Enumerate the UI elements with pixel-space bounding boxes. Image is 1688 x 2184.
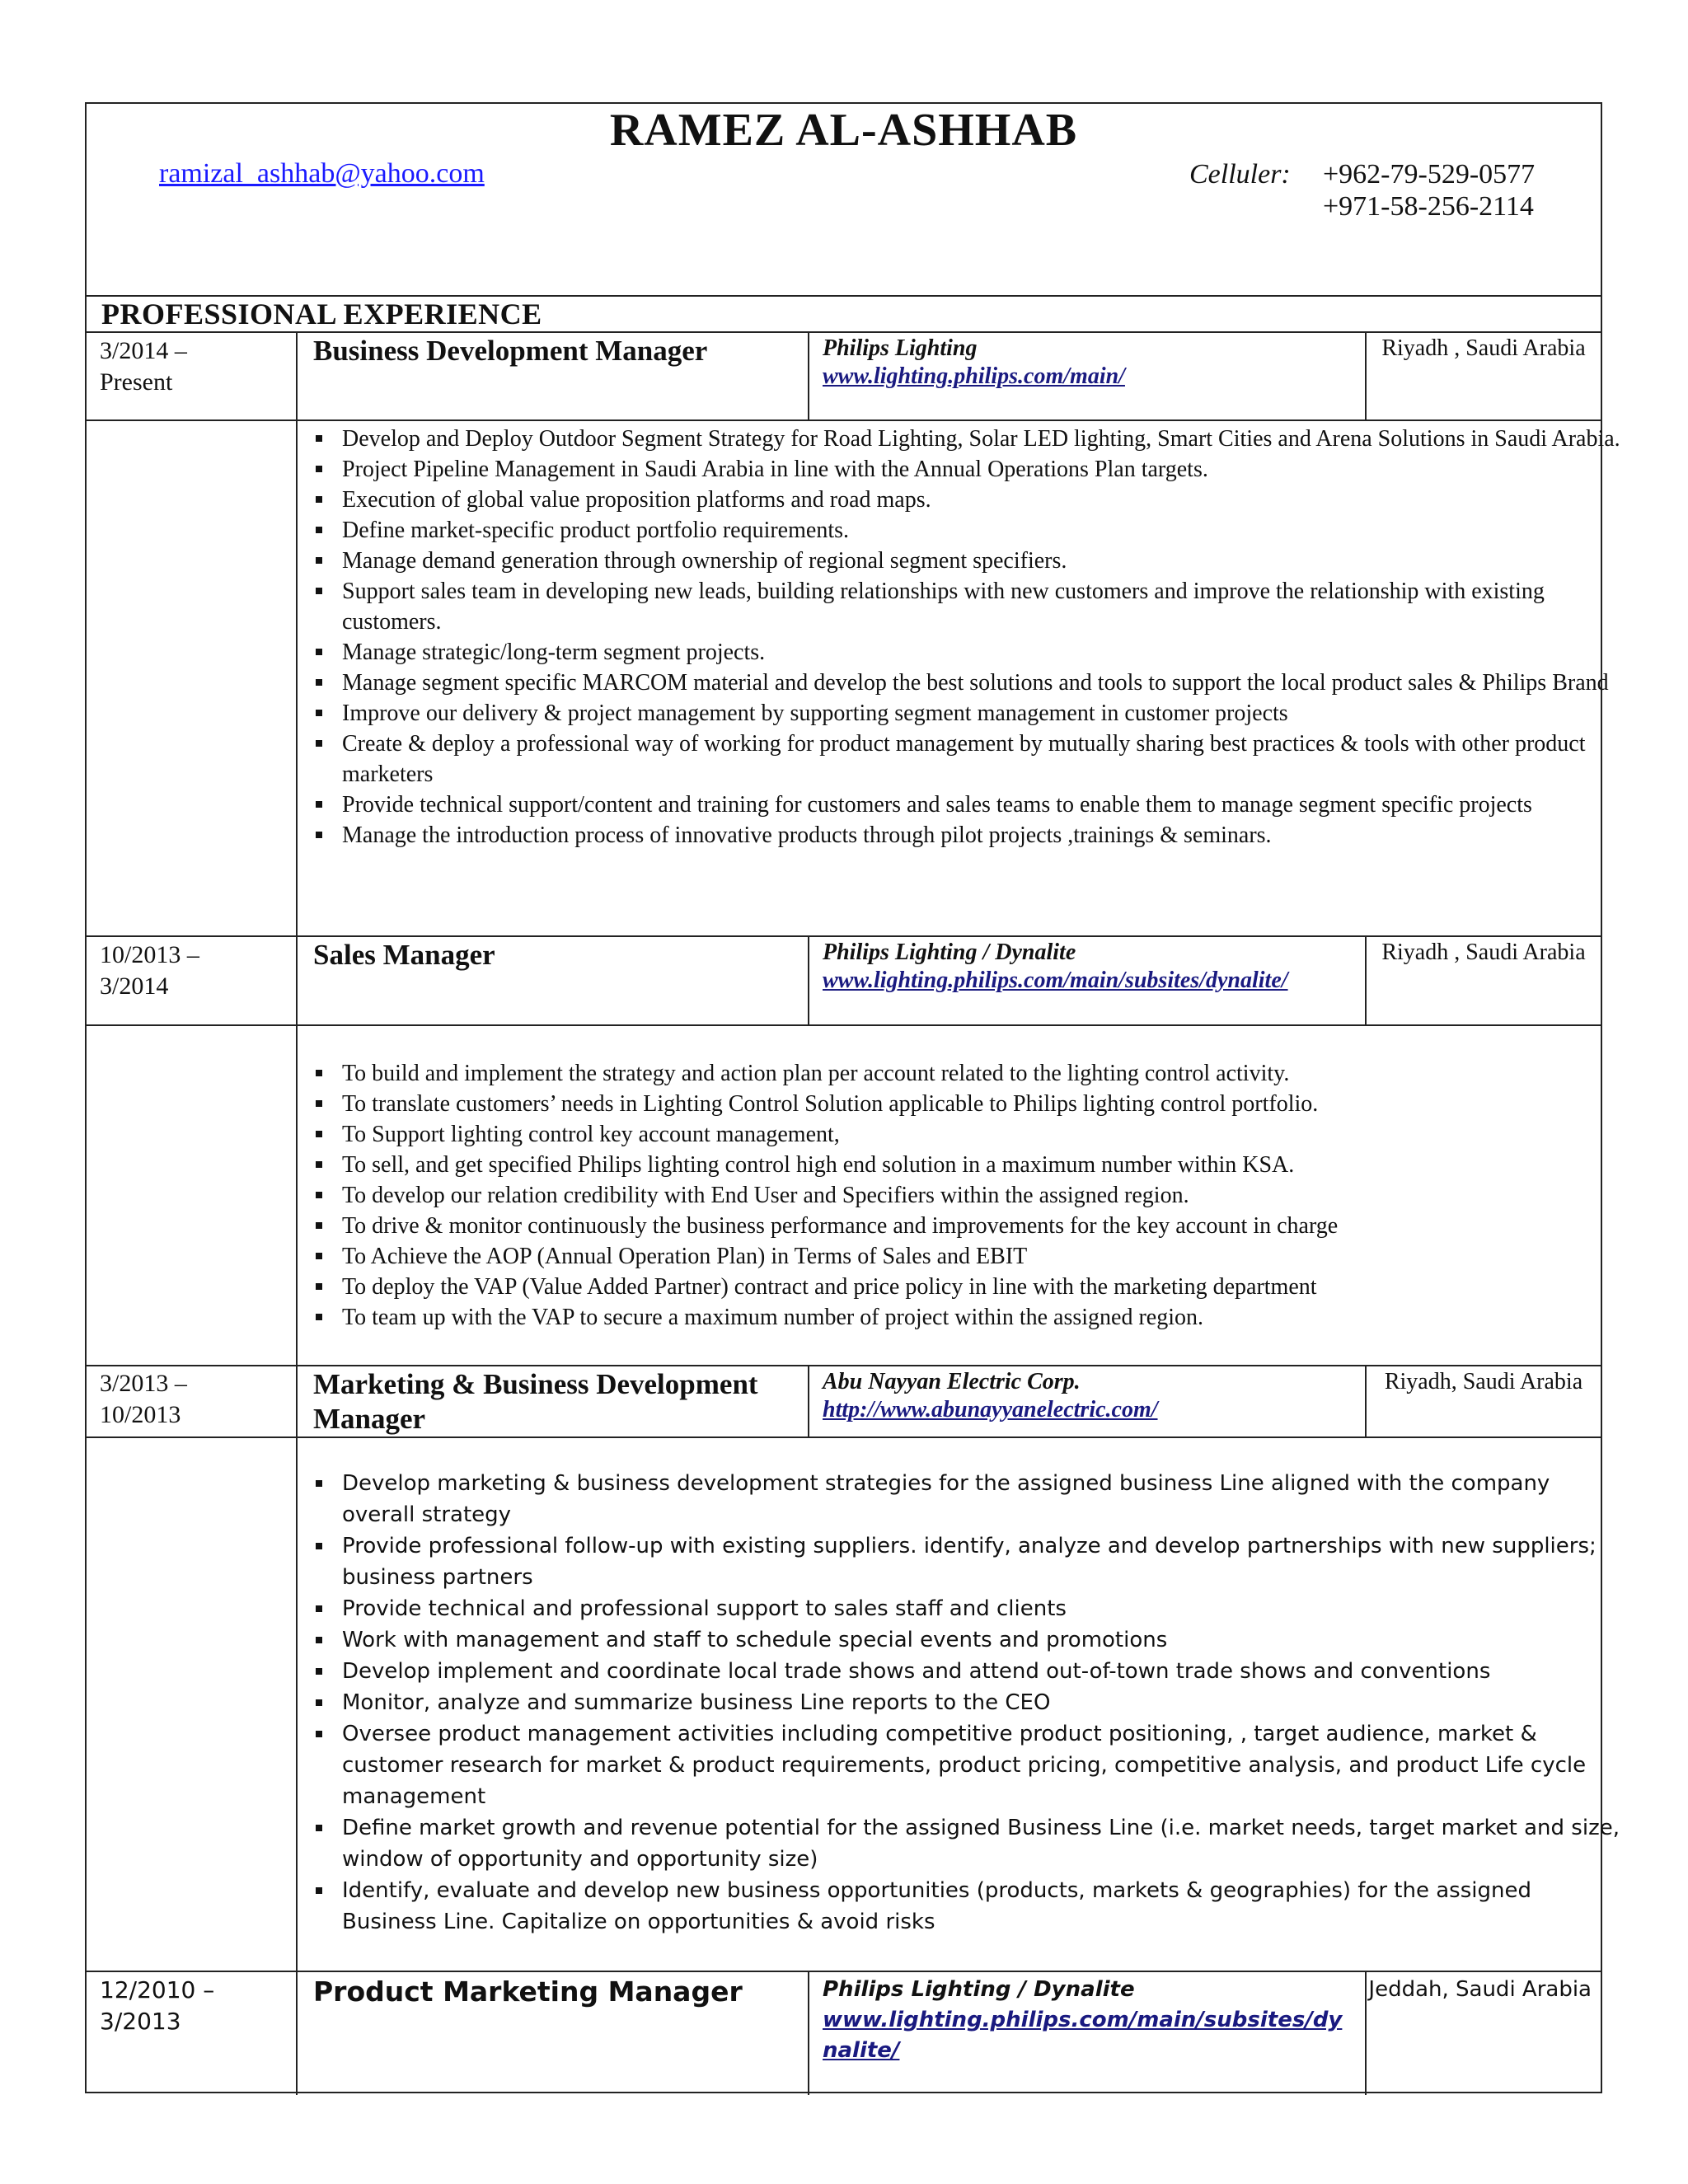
list-item: To drive & monitor continuously the business performance and improvements for the key account in charge — [342, 1211, 1624, 1241]
job-title: Marketing & Business Development Manager — [313, 1368, 758, 1435]
phone-number: +962-79-529-0577 — [1323, 159, 1536, 190]
list-item: Identify, evaluate and develop new business opportunities (products, markets & geographies) for the assigned Business Line. Capitalize on opportunities & avoid risks — [342, 1875, 1624, 1938]
company-url-link[interactable]: www.lighting.philips.com/main/ — [823, 363, 1125, 389]
list-item: To team up with the VAP to secure a maximum number of project within the assigned region. — [342, 1302, 1624, 1333]
list-item: To deploy the VAP (Value Added Partner) contract and price policy in line with the marketing department — [342, 1272, 1624, 1302]
job-date: 3/2013 – 10/2013 — [100, 1370, 187, 1428]
company-name: Philips Lighting / Dynalite — [823, 940, 1076, 965]
job-title: Sales Manager — [313, 939, 495, 971]
list-item: To build and implement the strategy and action plan per account related to the lighting control activity. — [342, 1058, 1624, 1089]
list-item: Create & deploy a professional way of working for product management by mutually sharing best practices & tools with other product marketers — [342, 729, 1624, 790]
list-item: Provide technical and professional support to sales staff and clients — [342, 1593, 1624, 1624]
candidate-name: RAMEZ AL-ASHHAB — [609, 105, 1078, 156]
column-divider — [808, 331, 809, 419]
resume-page — [85, 102, 1620, 2093]
phone-number: +971-58-256-2114 — [1323, 191, 1534, 222]
column-divider — [296, 331, 298, 2095]
list-item: To translate customers’ needs in Lighting Control Solution applicable to Philips lighting control portfolio. — [342, 1089, 1624, 1119]
list-item: Develop and Deploy Outdoor Segment Strategy for Road Lighting, Solar LED lighting, Smart Cities and Arena Solutions in Saudi Arabia. — [342, 424, 1624, 454]
list-item: Define market-specific product portfolio requirements. — [342, 515, 1624, 546]
company-info — [823, 1368, 1367, 1424]
job-location: Riyadh, Saudi Arabia — [1384, 1369, 1583, 1394]
job-location: Riyadh , Saudi Arabia — [1381, 335, 1586, 361]
list-item: Develop marketing & business development strategies for the assigned business Line aligned with the company overall strategy — [342, 1468, 1624, 1530]
divider — [87, 1365, 1601, 1366]
email-link[interactable]: ramizal_ashhab@yahoo.com — [159, 158, 485, 189]
list-item: Manage segment specific MARCOM material and develop the best solutions and tools to support the local product sales & Philips Brand — [342, 668, 1624, 698]
section-title: PROFESSIONAL EXPERIENCE — [101, 298, 542, 330]
job-title: Product Marketing Manager — [313, 1975, 743, 2008]
phone-label: Celluler: — [1189, 159, 1291, 190]
job-location: Jeddah, Saudi Arabia — [1368, 1977, 1592, 2002]
job-responsibilities — [313, 1058, 1624, 1333]
list-item: Monitor, analyze and summarize business Line reports to the CEO — [342, 1687, 1624, 1718]
list-item: Oversee product management activities including competitive product positioning, , target audience, market & customer research for market & product requirements, product pricing, competitive analysis, and product Life cycle management — [342, 1718, 1624, 1812]
company-info — [823, 335, 1367, 391]
divider — [87, 419, 1601, 421]
list-item: Improve our delivery & project management by supporting segment management in customer projects — [342, 698, 1624, 729]
list-item: Manage strategic/long-term segment projects. — [342, 637, 1624, 668]
list-item: Manage demand generation through ownership of regional segment specifiers. — [342, 546, 1624, 576]
list-item: Project Pipeline Management in Saudi Arabia in line with the Annual Operations Plan targets. — [342, 454, 1624, 485]
job-responsibilities — [313, 1468, 1624, 1938]
list-item: To Achieve the AOP (Annual Operation Plan) in Terms of Sales and EBIT — [342, 1241, 1624, 1272]
company-info — [823, 939, 1367, 995]
list-item: Define market growth and revenue potential for the assigned Business Line (i.e. market needs, target market and size, window of opportunity and opportunity size) — [342, 1812, 1624, 1875]
company-name: Philips Lighting / Dynalite — [823, 1977, 1135, 2002]
job-date: 12/2010 – 3/2013 — [100, 1976, 215, 2035]
list-item: To sell, and get specified Philips lighting control high end solution in a maximum number within KSA. — [342, 1150, 1624, 1180]
divider — [87, 1436, 1601, 1438]
divider — [87, 1971, 1601, 1972]
job-location: Riyadh , Saudi Arabia — [1381, 940, 1586, 965]
company-url-link[interactable]: www.lighting.philips.com/main/subsites/dynalite/ — [823, 2008, 1343, 2063]
list-item: To develop our relation credibility with End User and Specifiers within the assigned region. — [342, 1180, 1624, 1211]
job-date: 10/2013 – 3/2014 — [100, 941, 199, 1000]
company-url-link[interactable]: www.lighting.philips.com/main/subsites/dynalite/ — [823, 968, 1288, 993]
company-name: Abu Nayyan Electric Corp. — [823, 1369, 1081, 1394]
company-url-link[interactable]: http://www.abunayyanelectric.com/ — [823, 1397, 1158, 1422]
list-item: Manage the introduction process of innovative products through pilot projects ,trainings & seminars. — [342, 820, 1624, 851]
column-divider — [808, 1971, 809, 2095]
list-item: Execution of global value proposition platforms and road maps. — [342, 485, 1624, 515]
column-divider — [808, 1365, 809, 1436]
divider — [87, 331, 1601, 333]
company-info — [823, 1975, 1350, 2066]
list-item: Work with management and staff to schedule special events and promotions — [342, 1624, 1624, 1656]
list-item: Provide professional follow-up with existing suppliers. identify, analyze and develop partnerships with new suppliers; business partners — [342, 1530, 1624, 1593]
list-item: To Support lighting control key account management, — [342, 1119, 1624, 1150]
job-responsibilities — [313, 424, 1624, 851]
company-name: Philips Lighting — [823, 335, 978, 361]
divider — [87, 1024, 1601, 1026]
list-item: Develop implement and coordinate local trade shows and attend out-of-town trade shows and conventions — [342, 1656, 1624, 1687]
list-item: Support sales team in developing new leads, building relationships with new customers and improve the relationship with existing customers. — [342, 576, 1624, 637]
divider — [87, 935, 1601, 937]
job-date: 3/2014 – Present — [100, 337, 187, 396]
job-title: Business Development Manager — [313, 335, 708, 367]
column-divider — [808, 935, 809, 1024]
list-item: Provide technical support/content and training for customers and sales teams to enable them to manage segment specific projects — [342, 790, 1624, 820]
